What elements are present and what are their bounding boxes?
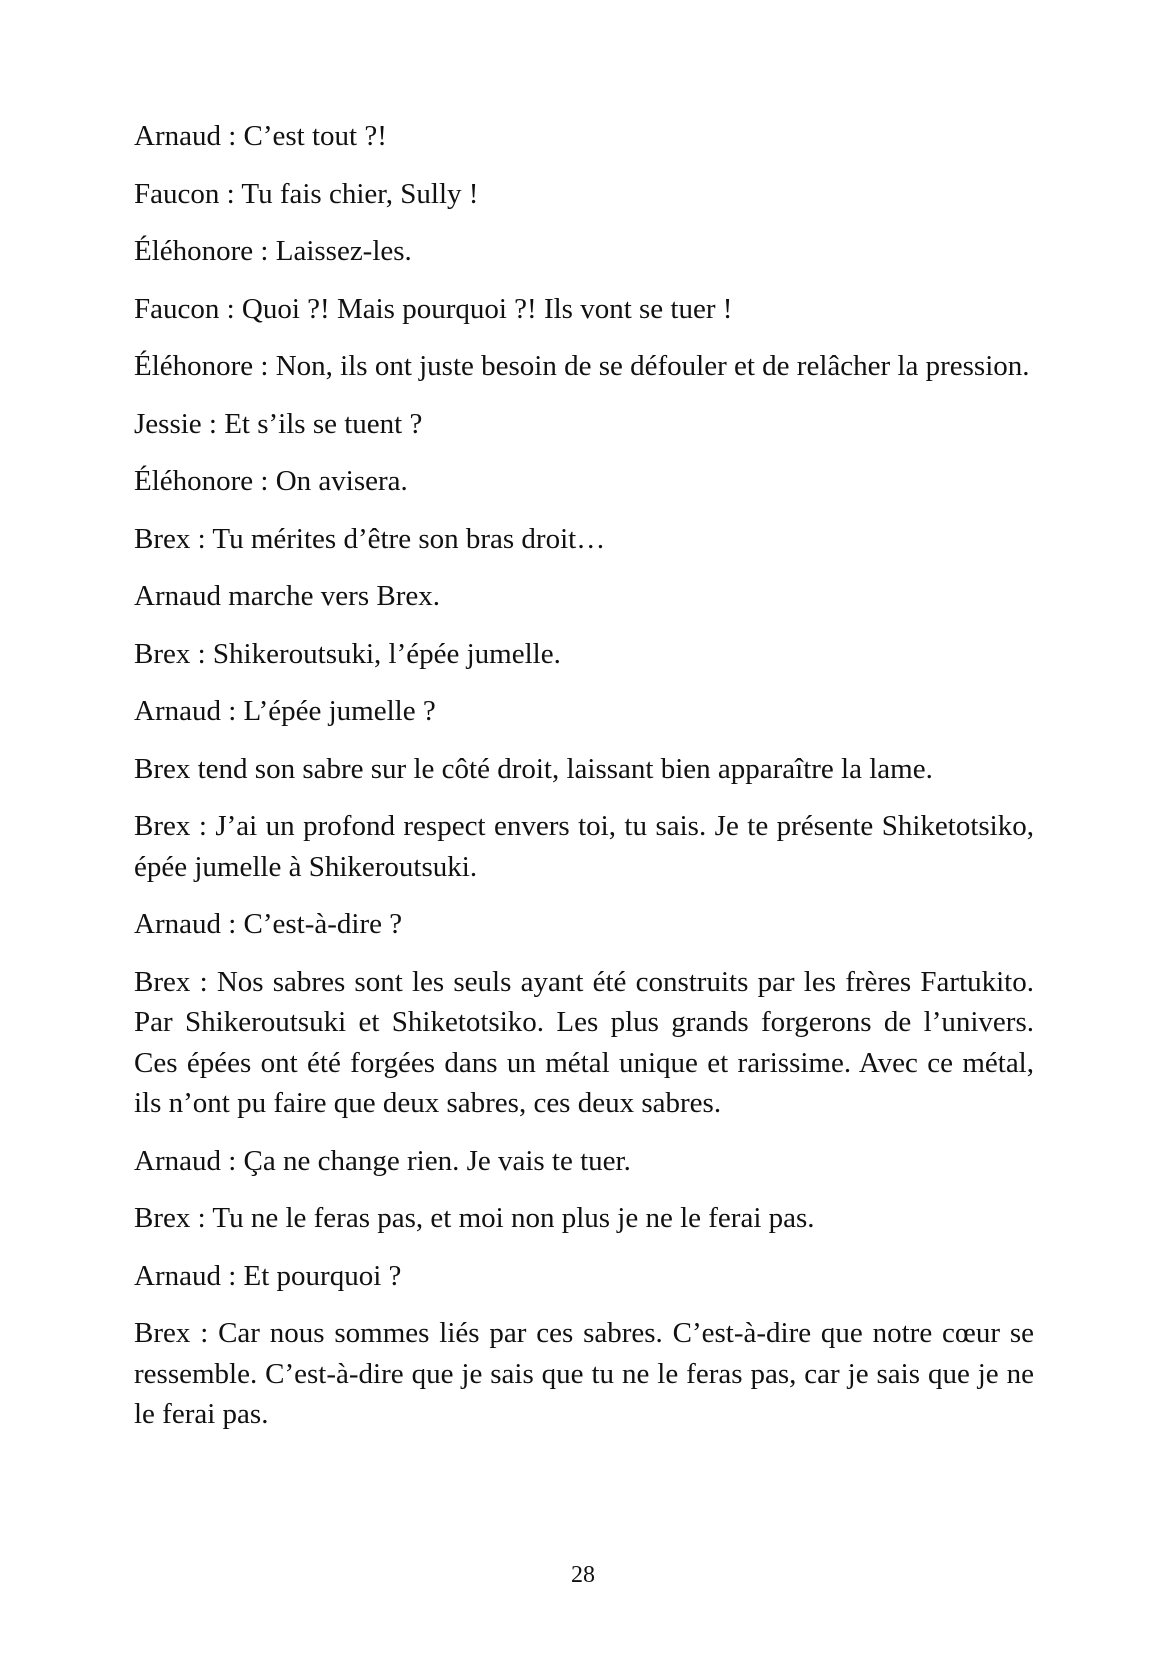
- dialogue-line-jessie: Jessie : Et s’ils se tuent ?: [134, 407, 423, 440]
- narration-line: Brex tend son sabre sur le côté droit, laissant bien apparaître la lame.: [134, 752, 933, 785]
- dialogue-line-faucon: Faucon : Quoi ?! Mais pourquoi ?! Ils vont se tuer !: [134, 292, 733, 325]
- dialogue-line-brex: Brex : Shikeroutsuki, l’épée jumelle.: [134, 637, 561, 670]
- dialogue-line-faucon: Faucon : Tu fais chier, Sully !: [134, 177, 479, 210]
- dialogue-line-arnaud: Arnaud : Ça ne change rien. Je vais te tuer.: [134, 1144, 631, 1177]
- dialogue-line-elehonore: Éléhonore : Non, ils ont juste besoin de se défouler et de relâcher la pression.: [134, 350, 1030, 382]
- dialogue-line-brex: Brex : J’ai un profond respect envers toi, tu sais. Je te présente Shiketotsiko, épée jumelle à Shikeroutsuki.: [134, 810, 1034, 883]
- dialogue-line-arnaud: Arnaud : Et pourquoi ?: [134, 1259, 402, 1292]
- dialogue-line-arnaud: Arnaud : L’épée jumelle ?: [134, 695, 436, 727]
- narration-line: Arnaud marche vers Brex.: [134, 580, 440, 612]
- dialogue-line-arnaud: Arnaud : C’est tout ?!: [134, 120, 387, 152]
- dialogue-line-elehonore: Éléhonore : Laissez-les.: [134, 235, 412, 267]
- dialogue-line-brex: Brex : Nos sabres sont les seuls ayant été construits par les frères Fartukito. Par Shikeroutsuki et Shiketotsiko. Les plus grands forgerons de l’univers. Ces épées ont été forgées dans un métal unique et rarissime. Avec ce métal, ils n’ont pu faire que deux sabres, ces deux sabres.: [134, 965, 1034, 1119]
- dialogue-line-brex: Brex : Tu mérites d’être son bras droit…: [134, 522, 606, 555]
- dialogue-line-brex: Brex : Tu ne le feras pas, et moi non plus je ne le ferai pas.: [134, 1202, 815, 1234]
- dialogue-line-arnaud: Arnaud : C’est-à-dire ?: [134, 908, 403, 940]
- page-body: [134, 116, 1034, 1452]
- dialogue-line-elehonore: Éléhonore : On avisera.: [134, 465, 408, 497]
- dialogue-line-brex: Brex : Car nous sommes liés par ces sabres. C’est-à-dire que notre cœur se ressemble. C’est-à-dire que je sais que tu ne le feras pas, car je sais que je ne le ferai pas.: [134, 1317, 1034, 1430]
- page-number: 28: [571, 1562, 595, 1588]
